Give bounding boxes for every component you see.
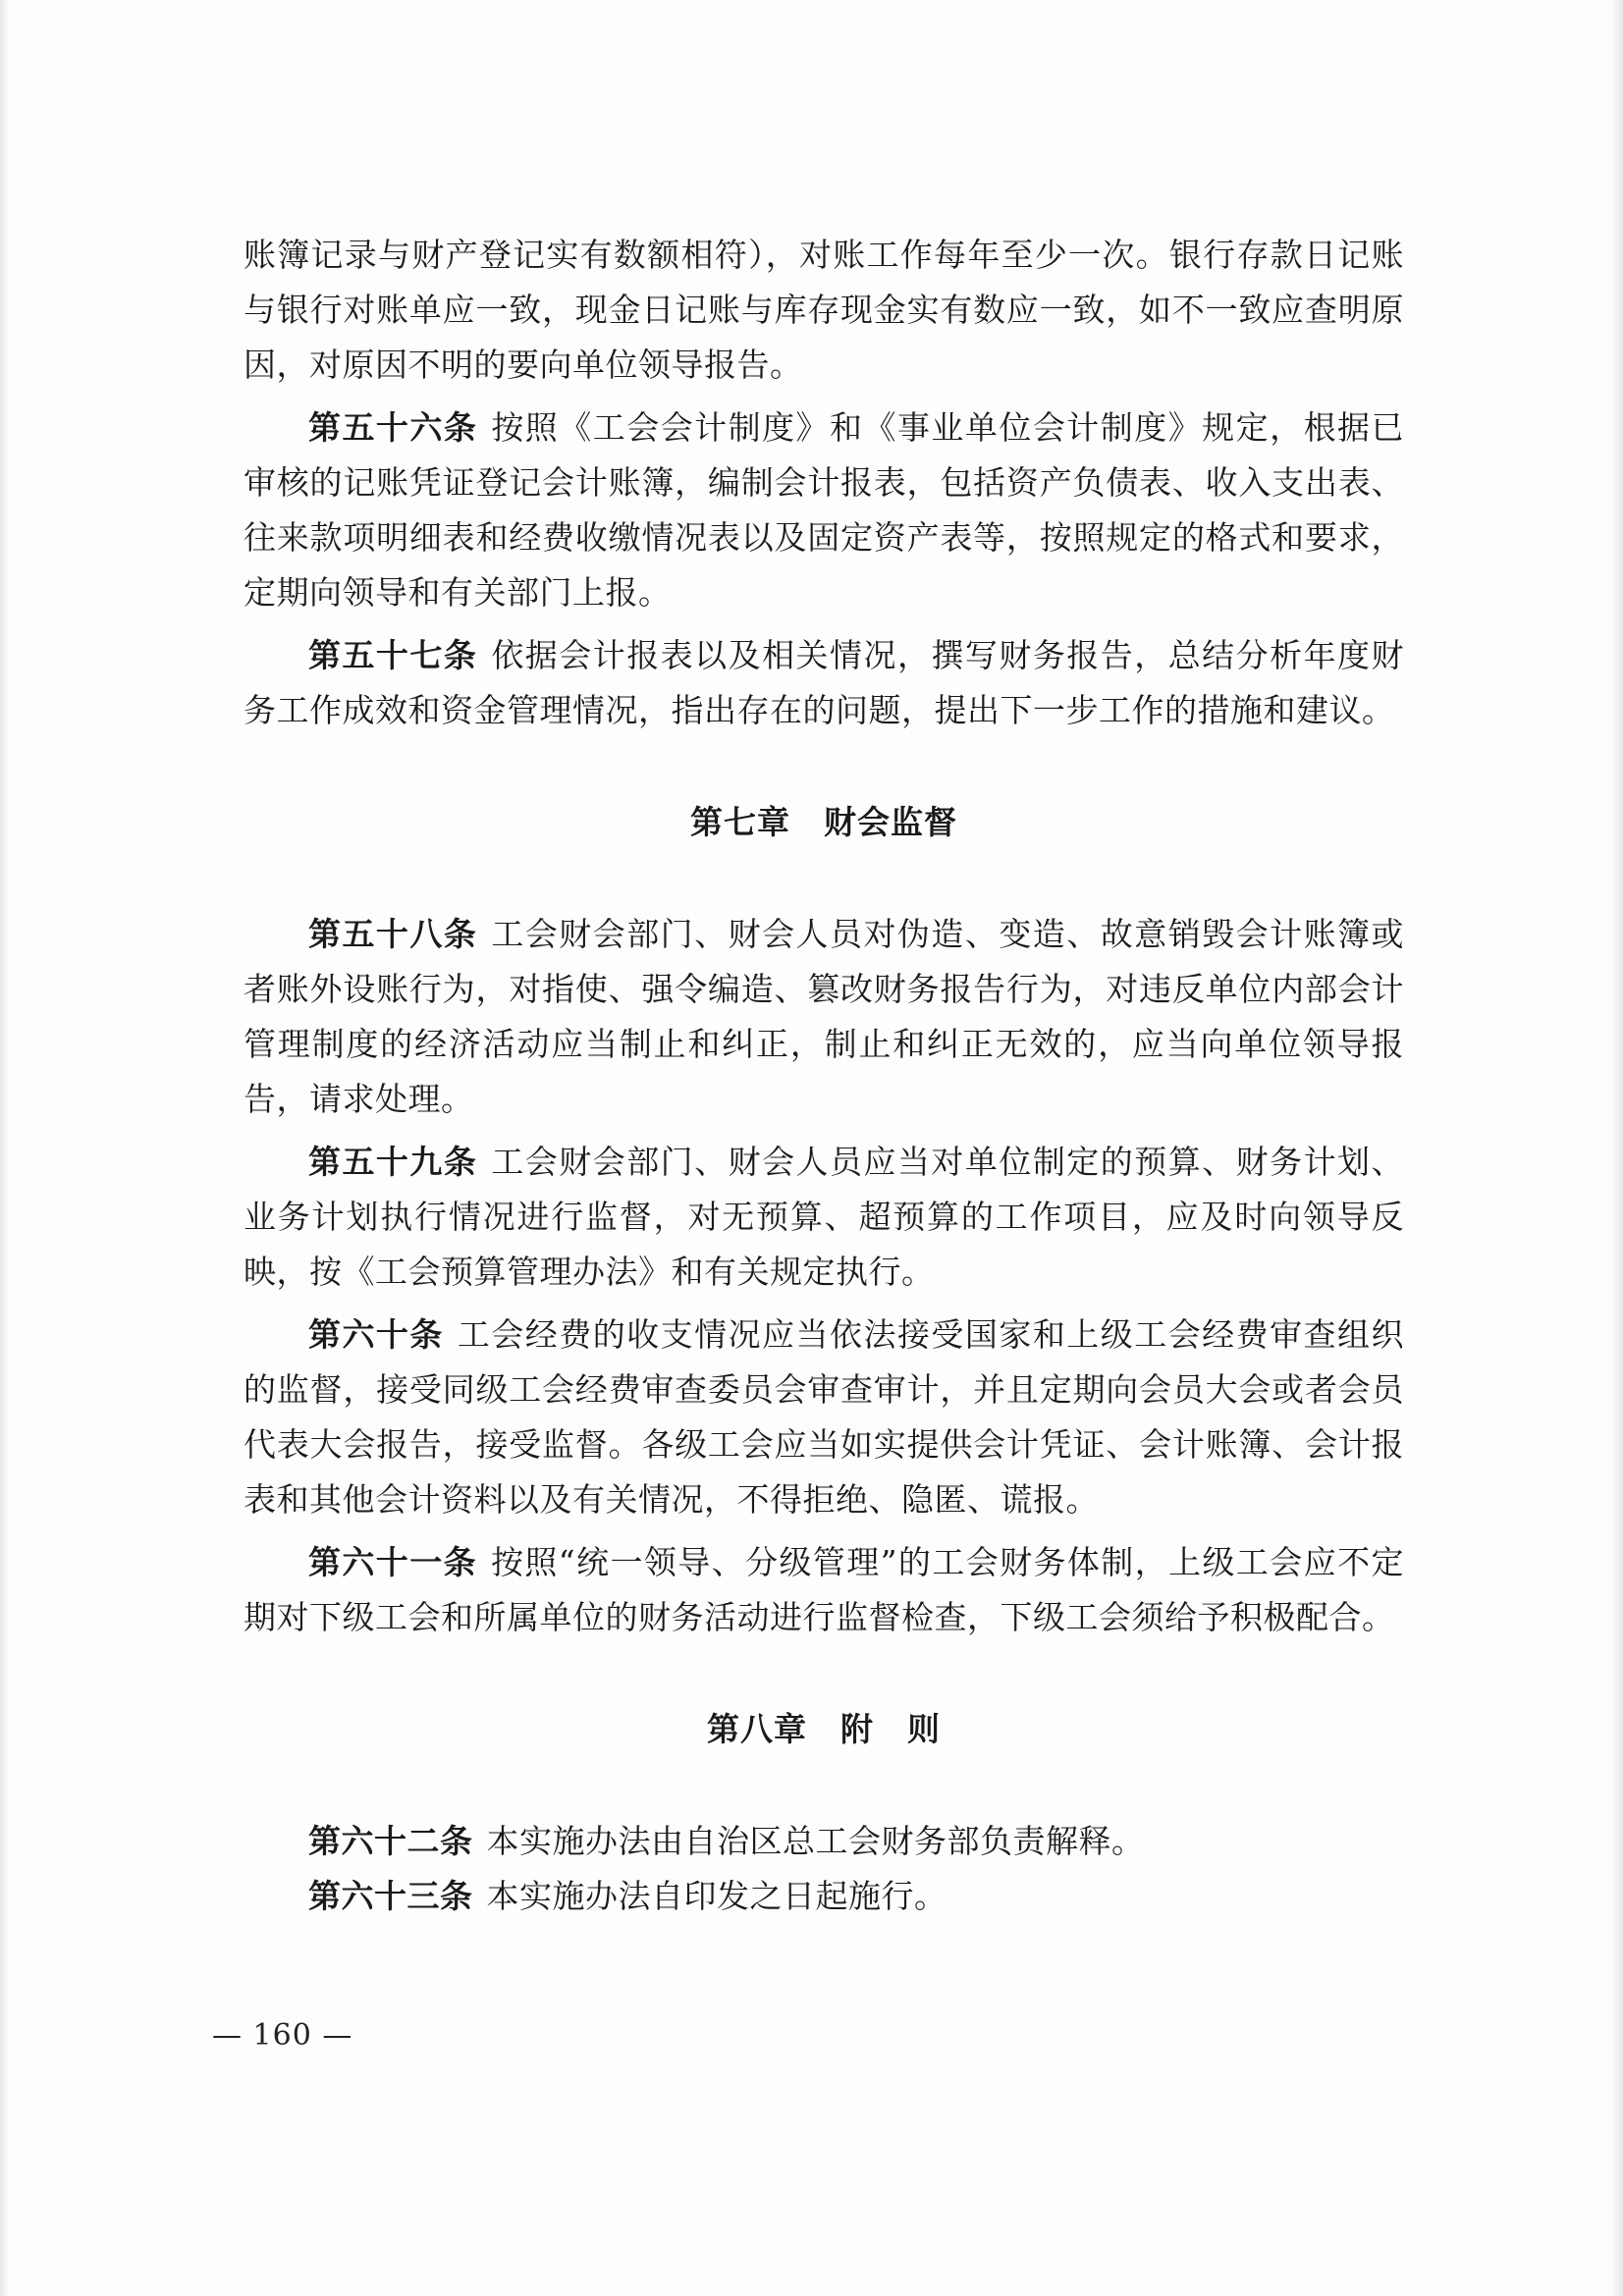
article-59-label: 第五十九条 (308, 1143, 478, 1181)
article-56-text: 按照《工会会计制度》和《事业单位会计制度》规定，根据已审核的记账凭证登记会计账簿，编制会计报表，包括资产负债表、收入支出表、往来款项明细表和经费收缴情况表以及固定资产表等，按照规定的格式和要求，定期向领导和有关部门上报。 (243, 408, 1405, 612)
chapter-7-heading (243, 795, 1404, 850)
article-63 (243, 1869, 1404, 1924)
page-number: — 160 — (212, 2018, 353, 2053)
chapter-8-number: 第八章 (707, 1710, 807, 1748)
document-body (243, 228, 1404, 1924)
article-63-text: 本实施办法自印发之日起施行。 (486, 1877, 947, 1915)
article-62-text: 本实施办法由自治区总工会财务部负责解释。 (486, 1822, 1145, 1860)
chapter-8-title-char-2: 则 (907, 1710, 941, 1748)
continuation-text: 账簿记录与财产登记实有数额相符），对账工作每年至少一次。银行存款日记账与银行对账单应一致，现金日记账与库存现金实有数应一致，如不一致应查明原因，对原因不明的要向单位领导报告。 (243, 236, 1404, 384)
article-61 (243, 1535, 1404, 1645)
article-61-label: 第六十一条 (308, 1543, 477, 1581)
article-60-text: 工会经费的收支情况应当依法接受国家和上级工会经费审查组织的监督，接受同级工会经费审查委员会审查审计，并且定期向会员大会或者会员代表大会报告，接受监督。各级工会应当如实提供会计凭证、会计账簿、会计报表和其他会计资料以及有关情况，不得拒绝、隐匿、谎报。 (243, 1315, 1405, 1519)
continuation-paragraph (243, 228, 1404, 393)
article-56-label: 第五十六条 (308, 408, 478, 447)
article-57-label: 第五十七条 (308, 636, 478, 674)
chapter-8-title-char-1: 附 (840, 1710, 874, 1748)
article-62 (243, 1814, 1404, 1869)
article-58-label: 第五十八条 (308, 915, 478, 953)
scan-edge-left (0, 0, 10, 2296)
chapter-7-title: 财会监督 (824, 803, 957, 841)
article-60-label: 第六十条 (308, 1315, 444, 1354)
article-60 (243, 1308, 1404, 1527)
article-63-label: 第六十三条 (308, 1877, 473, 1915)
article-62-label: 第六十二条 (308, 1822, 473, 1860)
article-58-text: 工会财会部门、财会人员对伪造、变造、故意销毁会计账簿或者账外设账行为，对指使、强令编造、篡改财务报告行为，对违反单位内部会计管理制度的经济活动应当制止和纠正，制止和纠正无效的，应当向单位领导报告，请求处理。 (243, 915, 1405, 1118)
article-57-text: 依据会计报表以及相关情况，撰写财务报告，总结分析年度财务工作成效和资金管理情况，指出存在的问题，提出下一步工作的措施和建议。 (243, 636, 1405, 729)
chapter-8-heading (243, 1702, 1404, 1757)
chapter-7-number: 第七章 (690, 803, 790, 841)
article-57 (243, 628, 1404, 738)
article-59-text: 工会财会部门、财会人员应当对单位制定的预算、财务计划、业务计划执行情况进行监督，对无预算、超预算的工作项目，应及时向领导反映，按《工会预算管理办法》和有关规定执行。 (243, 1143, 1405, 1291)
article-59 (243, 1135, 1404, 1300)
article-61-text: 按照“统一领导、分级管理”的工会财务体制，上级工会应不定期对下级工会和所属单位的财务活动进行监督检查，下级工会须给予积极配合。 (243, 1543, 1404, 1636)
article-58 (243, 907, 1404, 1127)
scan-edge-right (1611, 0, 1623, 2296)
article-56 (243, 400, 1404, 620)
